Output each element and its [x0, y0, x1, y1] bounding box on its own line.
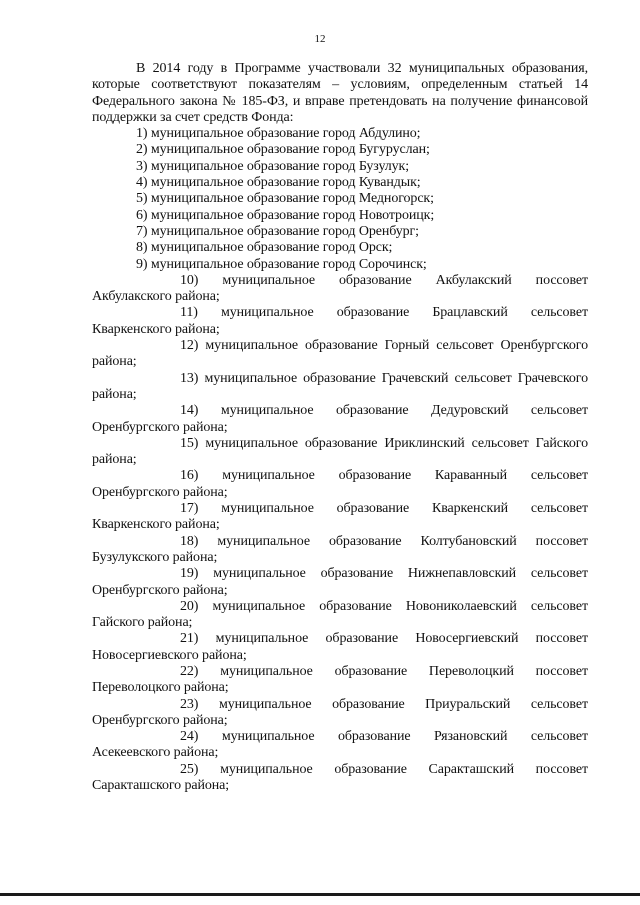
item-text: муниципальное образование Рязановский сельсовет Асекеевского района;	[92, 729, 588, 761]
item-text: муниципальное образование город Оренбург;	[150, 223, 419, 239]
item-number: 5)	[136, 191, 148, 207]
item-number: 3)	[136, 158, 148, 174]
list-item	[92, 566, 588, 599]
list-item	[92, 534, 588, 567]
list-item	[92, 371, 588, 404]
list-item	[92, 142, 588, 158]
item-text: муниципальное образование Колтубановский поссовет Бузулукского района;	[92, 533, 589, 565]
item-number: 16)	[180, 468, 199, 484]
item-text: муниципальное образование Акбулакский поссовет Акбулакского района;	[92, 272, 589, 305]
list-item	[92, 403, 588, 436]
item-number: 20)	[180, 598, 199, 614]
list-item	[92, 159, 588, 175]
list-item	[92, 501, 588, 534]
list-item	[92, 468, 588, 501]
list-item	[92, 175, 588, 191]
list-item	[92, 305, 588, 338]
item-number: 24)	[180, 729, 199, 745]
list-item	[92, 273, 588, 306]
list-item	[92, 599, 588, 632]
list-item	[92, 436, 588, 469]
list-item	[92, 664, 588, 697]
item-number: 10)	[180, 272, 199, 288]
list-item	[92, 338, 588, 371]
list-item	[92, 762, 588, 795]
item-text: муниципальное образование Приуральский сельсовет Оренбургского района;	[92, 696, 588, 728]
list-item	[92, 240, 588, 256]
item-number: 4)	[136, 175, 148, 191]
item-number: 11)	[180, 305, 198, 321]
item-number: 17)	[180, 501, 199, 517]
item-text: муниципальное образование Новониколаевский сельсовет Гайского района;	[92, 598, 588, 631]
item-number: 9)	[136, 256, 148, 272]
item-number: 2)	[136, 142, 148, 158]
item-text: муниципальное образование Ириклинский сельсовет Гайского района;	[92, 435, 589, 468]
item-number: 14)	[180, 403, 199, 419]
item-text: муниципальное образование Дедуровский сельсовет Оренбургского района;	[92, 403, 588, 435]
item-number: 19)	[180, 566, 199, 582]
list-item	[92, 631, 588, 664]
item-text: муниципальное образование город Новотроицк;	[150, 207, 435, 223]
list-item	[92, 208, 588, 224]
item-text: муниципальное образование Горный сельсовет Оренбургского района;	[92, 338, 588, 370]
document-body	[92, 61, 588, 794]
item-text: муниципальное образование город Кувандык;	[150, 175, 421, 191]
list-item	[92, 729, 588, 762]
item-number: 12)	[180, 338, 199, 354]
list-item	[92, 191, 588, 207]
item-number: 1)	[136, 126, 148, 142]
item-text: муниципальное образование город Орск;	[150, 240, 393, 256]
item-text: муниципальное образование Саракташский поссовет Саракташского района;	[92, 761, 589, 794]
bottom-scan-edge-divider	[0, 893, 640, 896]
item-text: муниципальное образование город Абдулино;	[150, 126, 421, 142]
list-item	[92, 224, 588, 240]
list-item	[92, 126, 588, 142]
item-number: 22)	[180, 663, 199, 679]
item-text: муниципальное образование Новосергиевский поссовет Новосергиевского района;	[92, 631, 588, 663]
item-text: муниципальное образование Грачевский сельсовет Грачевского района;	[92, 370, 588, 402]
item-number: 18)	[180, 533, 199, 549]
municipality-list	[92, 126, 588, 794]
list-item	[92, 697, 588, 730]
item-number: 21)	[180, 631, 199, 647]
item-text: муниципальное образование город Медногорск;	[150, 191, 434, 207]
item-number: 23)	[180, 696, 199, 712]
item-number: 6)	[136, 207, 148, 223]
item-text: муниципальное образование город Бугуруслан;	[150, 142, 430, 158]
item-number: 8)	[136, 240, 148, 256]
item-text: муниципальное образование город Сорочинск;	[150, 256, 427, 272]
list-item	[92, 257, 588, 273]
item-number: 13)	[180, 370, 199, 386]
item-text: муниципальное образование Переволоцкий поссовет Переволоцкого района;	[92, 663, 588, 696]
item-text: муниципальное образование Брацлавский сельсовет Кваркенского района;	[92, 305, 588, 337]
intro-paragraph: В 2014 году в Программе участвовали 32 муниципальных образования, которые соответствуют показателям – условиям, определенным статьей 14 Федерального закона № 185-ФЗ, и вправе претендовать на получение финансовой поддержки за счет средств Фонда:	[92, 61, 588, 125]
page-number: 12	[314, 33, 326, 45]
item-text: муниципальное образование Караванный сельсовет Оренбургского района;	[92, 468, 588, 500]
item-number: 15)	[180, 435, 199, 451]
item-number: 25)	[180, 761, 199, 777]
item-text: муниципальное образование Нижнепавловский сельсовет Оренбургского района;	[92, 566, 588, 598]
item-text: муниципальное образование город Бузулук;	[150, 158, 410, 174]
item-number: 7)	[136, 223, 148, 239]
item-text: муниципальное образование Кваркенский сельсовет Кваркенского района;	[92, 501, 588, 533]
